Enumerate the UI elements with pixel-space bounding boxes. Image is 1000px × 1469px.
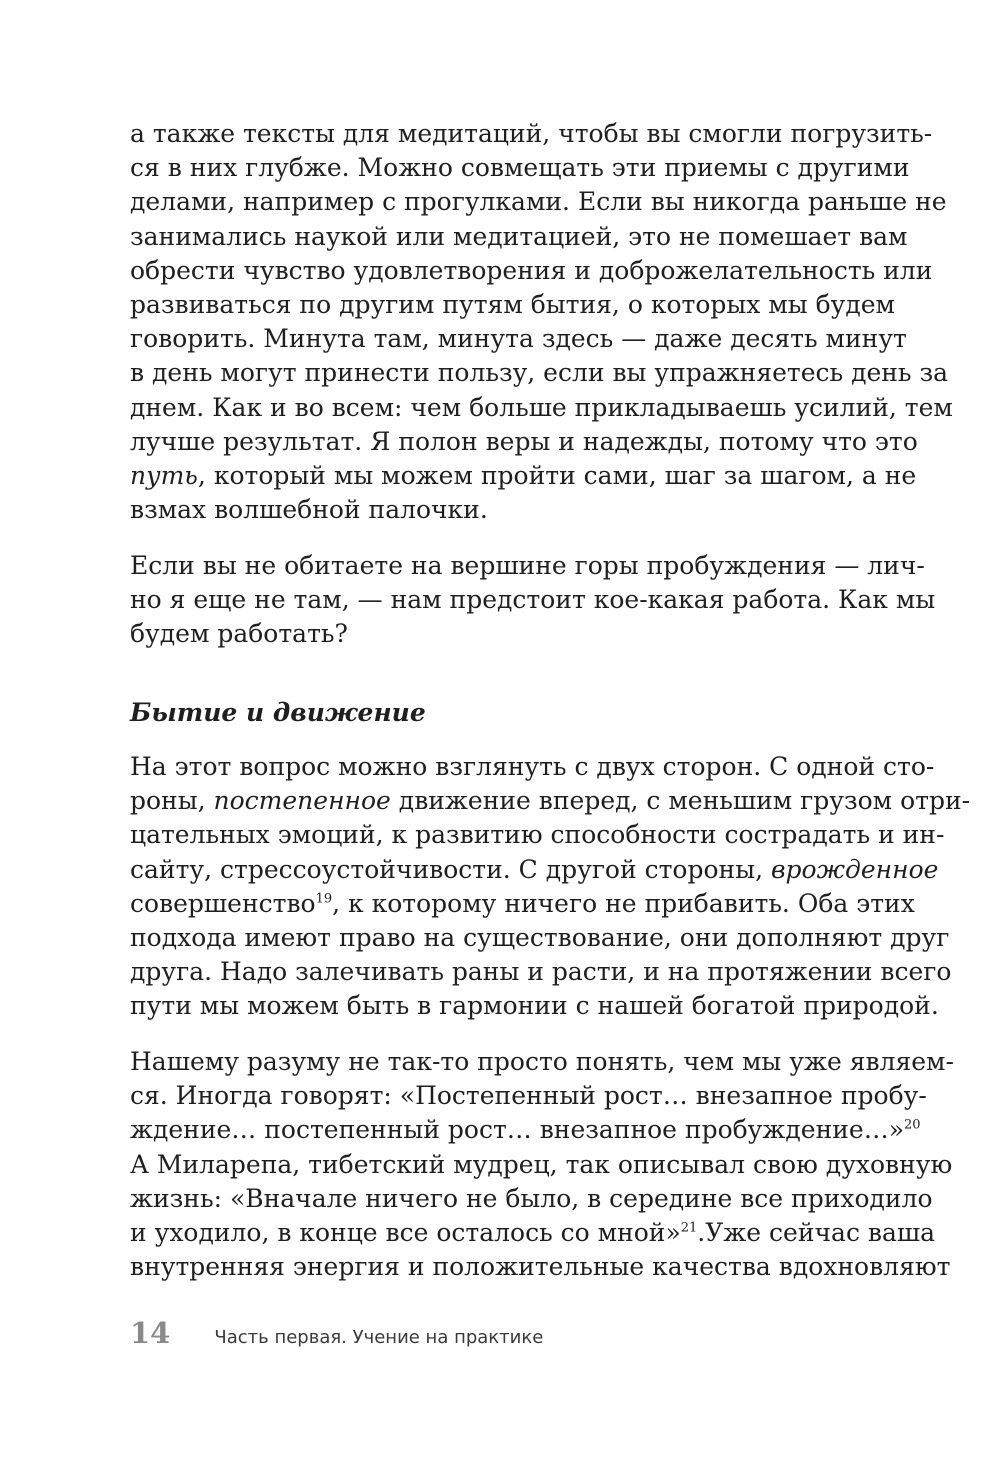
text-segment: .Уже сейчас ваша: [697, 1217, 936, 1247]
footnote-marker[interactable]: 19: [315, 891, 333, 907]
text-segment: совершенство: [130, 888, 316, 918]
text-line: Если вы не обитаете на вершине горы пробуждения — лич-: [130, 551, 925, 580]
text-line: А Миларепа, тибетский мудрец, так описывал свою духовную: [130, 1149, 953, 1179]
text-line: в день могут принести пользу, если вы упражняетесь день за: [130, 358, 949, 388]
text-segment: движение вперед, с меньшим грузом отри-: [390, 786, 971, 816]
text-line: говорить. Минута там, минута здесь — даже десять минут: [130, 324, 907, 354]
text-line: [130, 784, 971, 818]
text-segment: сайту, стрессоустойчивости. С другой стороны,: [130, 854, 771, 884]
emphasis-word: постепенное: [213, 786, 391, 816]
text-segment: и уходило, в конце все осталось со мной»: [130, 1217, 681, 1247]
paragraph-1: [130, 117, 953, 527]
text-segment: ждение… постепенный рост… внезапное пробуждение…»: [130, 1115, 904, 1145]
text-line: днем. Как и во всем: чем больше прикладываешь усилий, тем: [130, 392, 953, 422]
page-footer: [130, 1316, 543, 1350]
text-line: На этот вопрос можно взглянуть с двух сторон. С одной сто-: [130, 752, 935, 781]
text-line: взмах волшебной палочки.: [130, 495, 488, 525]
text-line: а также тексты для медитаций, чтобы вы смогли погрузить-: [130, 119, 933, 148]
footnote-marker[interactable]: 21: [680, 1220, 698, 1236]
text-segment: роны,: [130, 786, 214, 816]
paragraph-2: [130, 549, 936, 652]
text-line: делами, например с прогулками. Если вы никогда раньше не: [130, 187, 947, 217]
text-line: друга. Надо залечивать раны и расти, и на протяжении всего: [130, 957, 952, 987]
text-segment: , который мы можем пройти сами, шаг за шагом, а не: [197, 460, 917, 490]
text-line: [130, 1113, 921, 1147]
text-line: обрести чувство удовлетворения и доброжелательность или: [130, 255, 933, 285]
text-line: [130, 887, 915, 921]
text-line: [130, 853, 939, 887]
text-line: подхода имеют право на существование, они дополняют друг: [130, 922, 950, 952]
text-line: занимались наукой или медитацией, это не помешает вам: [130, 221, 908, 251]
text-segment: , к которому ничего не прибавить. Оба этих: [332, 888, 915, 918]
paragraph-4: [130, 1045, 954, 1284]
text-line: ся в них глубже. Можно совмещать эти приемы с другими: [130, 153, 910, 183]
footnote-marker[interactable]: 20: [904, 1118, 921, 1134]
text-line: [130, 1216, 936, 1250]
text-line: развиваться по другим путям бытия, о которых мы будем: [130, 289, 896, 319]
text-line: жизнь: «Вначале ничего не было, в середине все приходило: [130, 1183, 933, 1213]
text-line: лучше результат. Я полон веры и надежды, потому что это: [130, 426, 918, 456]
emphasis-word: врожденное: [770, 854, 939, 884]
text-line: ся. Иногда говорят: «Постепенный рост… внезапное пробу-: [130, 1081, 927, 1111]
page-number: 14: [130, 1316, 171, 1350]
paragraph-3: [130, 750, 971, 1024]
section-heading: Бытие и движение: [130, 698, 426, 727]
text-line: но я еще не там, — нам предстоит кое-какая работа. Как мы: [130, 585, 936, 615]
text-line: будем работать?: [130, 619, 348, 649]
running-title: Часть первая. Учение на практике: [214, 1327, 544, 1348]
text-line: [130, 459, 917, 493]
text-line: Нашему разуму не так-то просто понять, чем мы уже являем-: [130, 1047, 954, 1076]
text-line: пути мы можем быть в гармонии с нашей богатой природой.: [130, 991, 939, 1021]
text-line: внутренняя энергия и положительные качества вдохновляют: [130, 1252, 951, 1282]
text-line: цательных эмоций, к развитию способности сострадать и ин-: [130, 820, 945, 850]
emphasis-word: путь: [130, 460, 198, 490]
